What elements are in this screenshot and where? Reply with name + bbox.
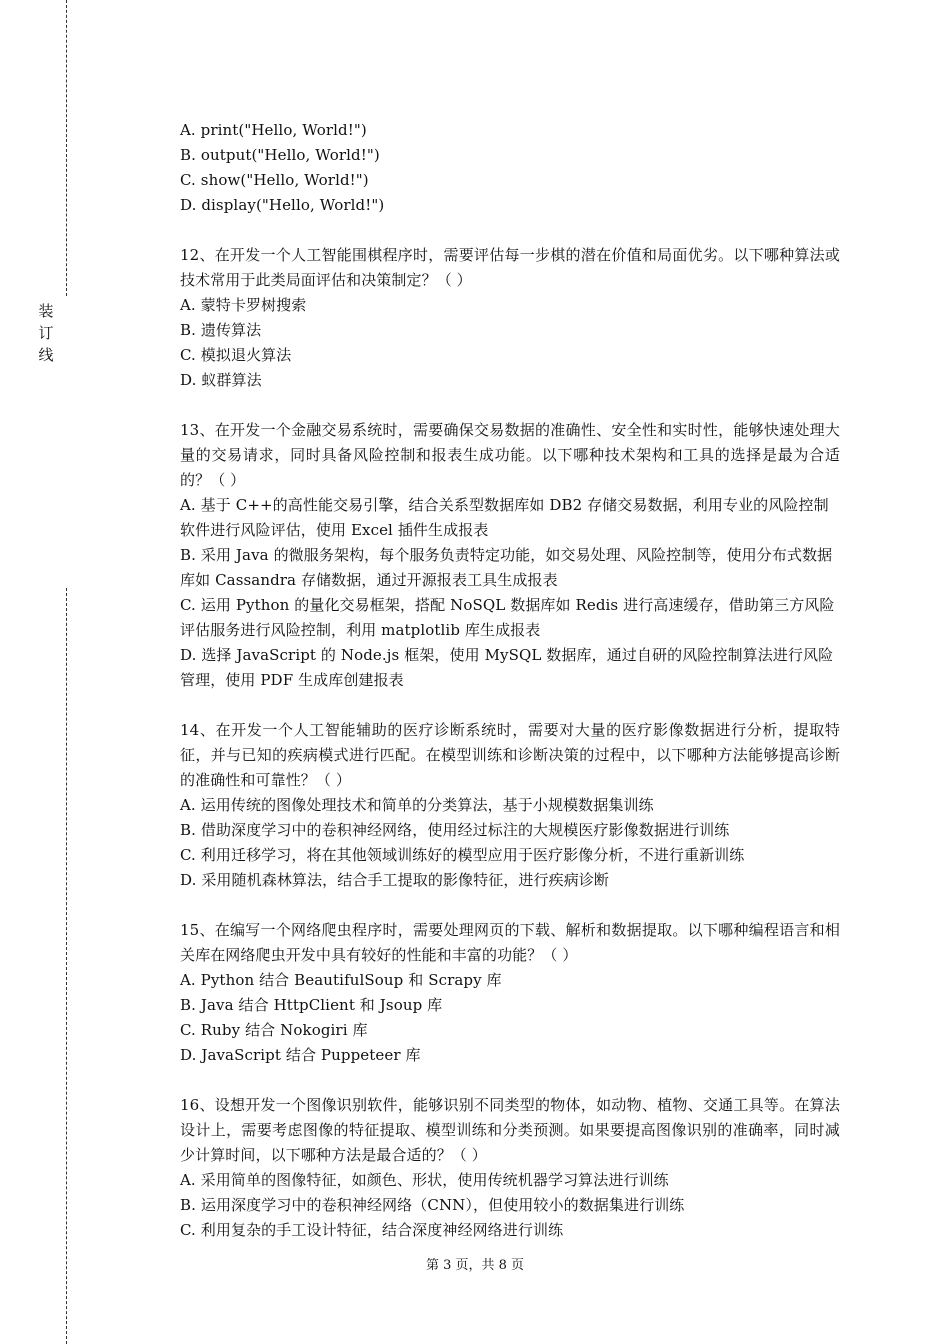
option-b: B. output("Hello, World!") [180,146,380,164]
question-stem: 15、在编写一个网络爬虫程序时，需要处理网页的下载、解析和数据提取。以下哪种编程语言和相关库在网络爬虫开发中具有较好的性能和丰富的功能？（ ） [180,921,840,964]
question-11-options [180,118,840,218]
option-a: A. print("Hello, World!") [180,121,367,139]
option-c: C. 利用复杂的手工设计特征，结合深度神经网络进行训练 [180,1221,564,1239]
option-d: D. 选择 JavaScript 的 Node.js 框架，使用 MySQL 数据库，通过自研的风险控制算法进行风险管理，使用 PDF 生成库创建报表 [180,646,834,689]
binding-dashed-line-bottom [66,588,67,1344]
option-d: D. display("Hello, World!") [180,196,385,214]
question-12 [180,243,840,393]
option-c: C. show("Hello, World!") [180,171,369,189]
binding-char: 线 [38,346,54,364]
question-stem: 12、在开发一个人工智能围棋程序时，需要评估每一步棋的潜在价值和局面优劣。以下哪种算法或技术常用于此类局面评估和决策制定？（ ） [180,246,840,289]
question-stem: 16、设想开发一个图像识别软件，能够识别不同类型的物体，如动物、植物、交通工具等。在算法设计上，需要考虑图像的特征提取、模型训练和分类预测。如果要提高图像识别的准确率，同时减少计算时间，以下哪种方法是最合适的？（ ） [180,1096,840,1164]
option-c: C. 利用迁移学习，将在其他领域训练好的模型应用于医疗影像分析，不进行重新训练 [180,846,745,864]
binding-char: 订 [38,324,54,342]
option-b: B. 借助深度学习中的卷积神经网络，使用经过标注的大规模医疗影像数据进行训练 [180,821,730,839]
option-d: D. 蚁群算法 [180,371,262,389]
option-b: B. Java 结合 HttpClient 和 Jsoup 库 [180,996,443,1014]
question-13 [180,418,840,693]
binding-dashed-line-top [66,0,67,296]
option-b: B. 运用深度学习中的卷积神经网络（CNN），但使用较小的数据集进行训练 [180,1196,685,1214]
question-14 [180,718,840,893]
option-a: A. 基于 C++的高性能交易引擎，结合关系型数据库如 DB2 存储交易数据，利用专业的风险控制软件进行风险评估，使用 Excel 插件生成报表 [180,496,829,539]
option-a: A. 运用传统的图像处理技术和简单的分类算法，基于小规模数据集训练 [180,796,654,814]
option-a: A. 蒙特卡罗树搜索 [180,296,307,314]
exam-content [180,118,840,1243]
question-stem: 13、在开发一个金融交易系统时，需要确保交易数据的准确性、安全性和实时性，能够快速处理大量的交易请求，同时具备风险控制和报表生成功能。以下哪种技术架构和工具的选择是最为合适的？（ ） [180,421,840,489]
option-a: A. Python 结合 BeautifulSoup 和 Scrapy 库 [180,971,502,989]
binding-line-label [36,300,56,366]
option-a: A. 采用简单的图像特征，如颜色、形状，使用传统机器学习算法进行训练 [180,1171,669,1189]
page-footer: 第 3 页，共 8 页 [425,1258,525,1273]
option-c: C. 运用 Python 的量化交易框架，搭配 NoSQL 数据库如 Redis 进行高速缓存，借助第三方风险评估服务进行风险控制，利用 matplotlib 库生成报表 [180,596,835,639]
question-16 [180,1093,840,1243]
option-b: B. 遗传算法 [180,321,262,339]
question-stem: 14、在开发一个人工智能辅助的医疗诊断系统时，需要对大量的医疗影像数据进行分析，提取特征，并与已知的疾病模式进行匹配。在模型训练和诊断决策的过程中，以下哪种方法能够提高诊断的准确性和可靠性？（ ） [180,721,840,789]
option-d: D. JavaScript 结合 Puppeteer 库 [180,1046,421,1064]
binding-char: 装 [38,302,54,320]
question-15 [180,918,840,1068]
option-c: C. Ruby 结合 Nokogiri 库 [180,1021,368,1039]
option-c: C. 模拟退火算法 [180,346,292,364]
option-b: B. 采用 Java 的微服务架构，每个服务负责特定功能，如交易处理、风险控制等，使用分布式数据库如 Cassandra 存储数据，通过开源报表工具生成报表 [180,546,833,589]
option-d: D. 采用随机森林算法，结合手工提取的影像特征，进行疾病诊断 [180,871,610,889]
